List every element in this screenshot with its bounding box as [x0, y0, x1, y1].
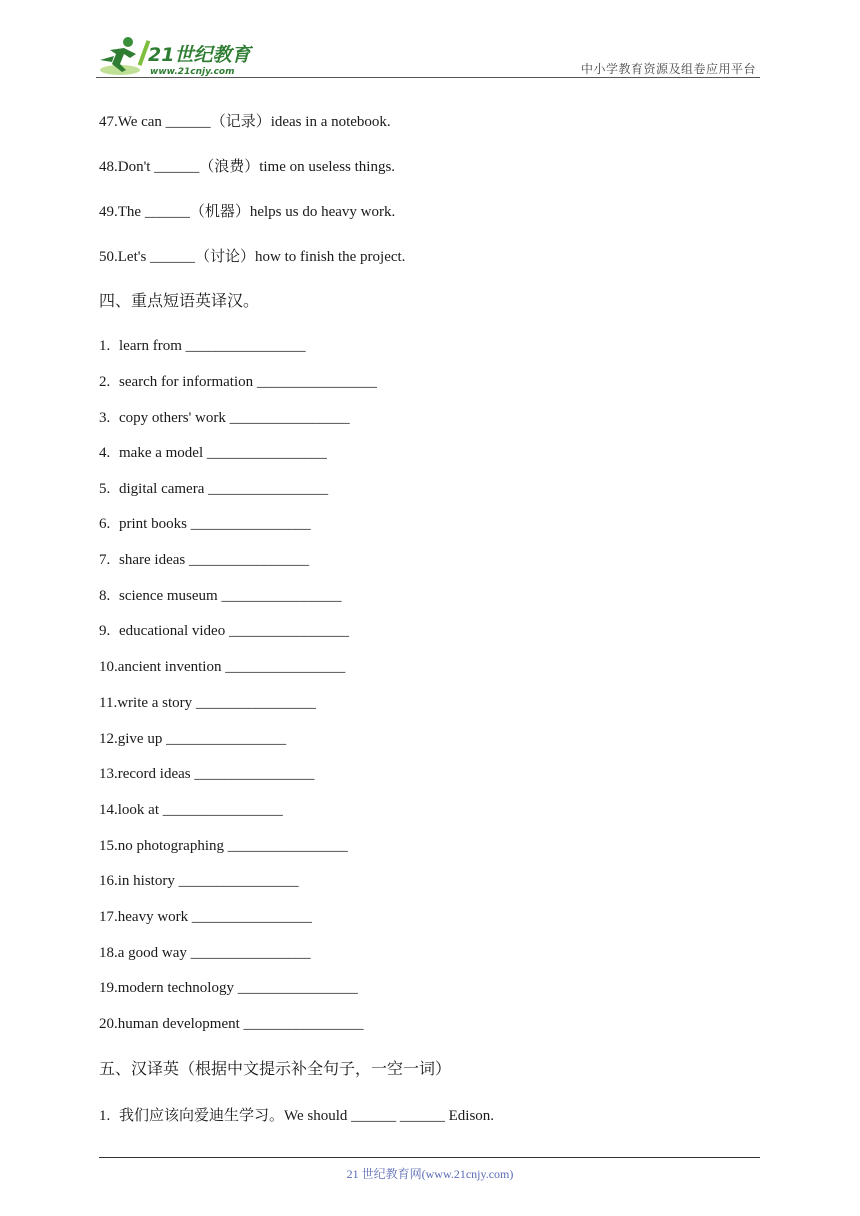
phrase-text: print books ________________	[119, 516, 311, 532]
chinese-sentence: 我们应该向爱迪生学习。	[119, 1106, 285, 1124]
item-number: 49.	[99, 204, 118, 220]
item-text: Don't ______	[117, 159, 200, 175]
phrase-text: no photographing ________________	[117, 838, 348, 854]
item-text: how to finish the project.	[255, 249, 406, 265]
item-number: 14.	[99, 802, 118, 818]
phrase-item	[99, 800, 283, 820]
translate-item	[99, 1105, 494, 1126]
phrase-item	[99, 657, 345, 677]
item-text: helps us do heavy work.	[249, 204, 396, 220]
phrase-item	[99, 336, 306, 356]
phrase-text: human development ________________	[117, 1016, 364, 1032]
item-number: 48.	[99, 159, 118, 175]
site-tagline: 中小学教育资源及组卷应用平台	[580, 62, 756, 76]
fill-item	[99, 111, 391, 132]
phrase-text: make a model ________________	[119, 445, 327, 461]
item-number: 15.	[99, 838, 118, 854]
phrase-text: look at ________________	[117, 802, 283, 818]
phrase-text: write a story ________________	[117, 695, 316, 711]
item-number: 17.	[99, 909, 118, 925]
item-text: The ______	[117, 204, 190, 220]
item-number: 2.	[99, 374, 111, 390]
item-number: 19.	[99, 980, 118, 996]
phrase-text: give up ________________	[117, 731, 287, 747]
svg-text:www.21cnjy.com: www.21cnjy.com	[150, 67, 235, 77]
phrase-text: science museum ________________	[119, 588, 342, 604]
phrase-text: heavy work ________________	[117, 909, 312, 925]
phrase-item	[99, 621, 349, 641]
phrase-item	[99, 836, 348, 856]
phrase-item	[99, 729, 286, 749]
phrase-item	[99, 871, 299, 891]
phrase-text: copy others' work ________________	[119, 410, 350, 426]
item-number: 50.	[99, 249, 118, 265]
phrase-text: search for information ________________	[119, 374, 377, 390]
item-text: We can ______	[117, 114, 211, 130]
phrase-text: record ideas ________________	[117, 766, 315, 782]
item-number: 13.	[99, 766, 118, 782]
phrase-item	[99, 586, 341, 606]
item-number: 4.	[99, 445, 111, 461]
item-number: 3.	[99, 410, 111, 426]
item-number: 18.	[99, 945, 118, 961]
phrase-item	[99, 764, 314, 784]
svg-text:21世纪教育: 21世纪教育	[148, 44, 251, 66]
phrase-item	[99, 408, 350, 428]
item-number: 10.	[99, 659, 118, 675]
english-sentence: We should ______ ______ Edison.	[284, 1108, 495, 1124]
phrase-item	[99, 443, 327, 463]
phrase-item	[99, 550, 309, 570]
item-number: 6.	[99, 516, 111, 532]
phrase-text: ancient invention ________________	[117, 659, 346, 675]
phrase-item	[99, 978, 358, 998]
item-number: 8.	[99, 588, 111, 604]
phrase-text: in history ________________	[117, 873, 299, 889]
phrase-item	[99, 479, 328, 499]
chinese-hint: （浪费）	[199, 157, 260, 175]
item-text: time on useless things.	[259, 159, 396, 175]
phrase-item	[99, 693, 316, 713]
phrase-text: digital camera ________________	[119, 481, 329, 497]
item-number: 1.	[99, 338, 111, 354]
phrase-item	[99, 907, 312, 927]
phrase-text: a good way ________________	[117, 945, 311, 961]
chinese-hint: （记录）	[210, 112, 271, 130]
item-number: 47.	[99, 114, 118, 130]
footer-divider	[99, 1157, 760, 1158]
fill-item	[99, 156, 395, 177]
phrase-item	[99, 1014, 364, 1034]
item-number: 9.	[99, 623, 111, 639]
page-footer: 21 世纪教育网(www.21cnjy.com)	[346, 1167, 514, 1181]
fill-item	[99, 246, 405, 267]
section-heading: 四、重点短语英译汉。	[99, 291, 260, 310]
phrase-item	[99, 514, 311, 534]
item-text: Let's ______	[117, 249, 196, 265]
fill-item	[99, 201, 395, 222]
phrase-text: modern technology ________________	[117, 980, 358, 996]
chinese-hint: （机器）	[189, 202, 250, 220]
item-text: ideas in a notebook.	[270, 114, 391, 130]
item-number: 20.	[99, 1016, 118, 1032]
item-number: 16.	[99, 873, 118, 889]
item-number: 12.	[99, 731, 118, 747]
section-heading: 五、汉译英（根据中文提示补全句子，一空一词）	[99, 1059, 452, 1078]
phrase-text: share ideas ________________	[119, 552, 309, 568]
chinese-hint: （讨论）	[195, 247, 256, 265]
item-number: 7.	[99, 552, 111, 568]
page-header	[96, 30, 758, 80]
item-number: 5.	[99, 481, 111, 497]
phrase-text: learn from ________________	[119, 338, 306, 354]
site-logo	[96, 34, 266, 78]
phrase-item	[99, 372, 377, 392]
phrase-text: educational video ________________	[119, 623, 349, 639]
header-divider	[96, 77, 760, 78]
item-number: 1.	[99, 1108, 111, 1124]
item-number: 11.	[99, 695, 118, 711]
phrase-item	[99, 943, 311, 963]
